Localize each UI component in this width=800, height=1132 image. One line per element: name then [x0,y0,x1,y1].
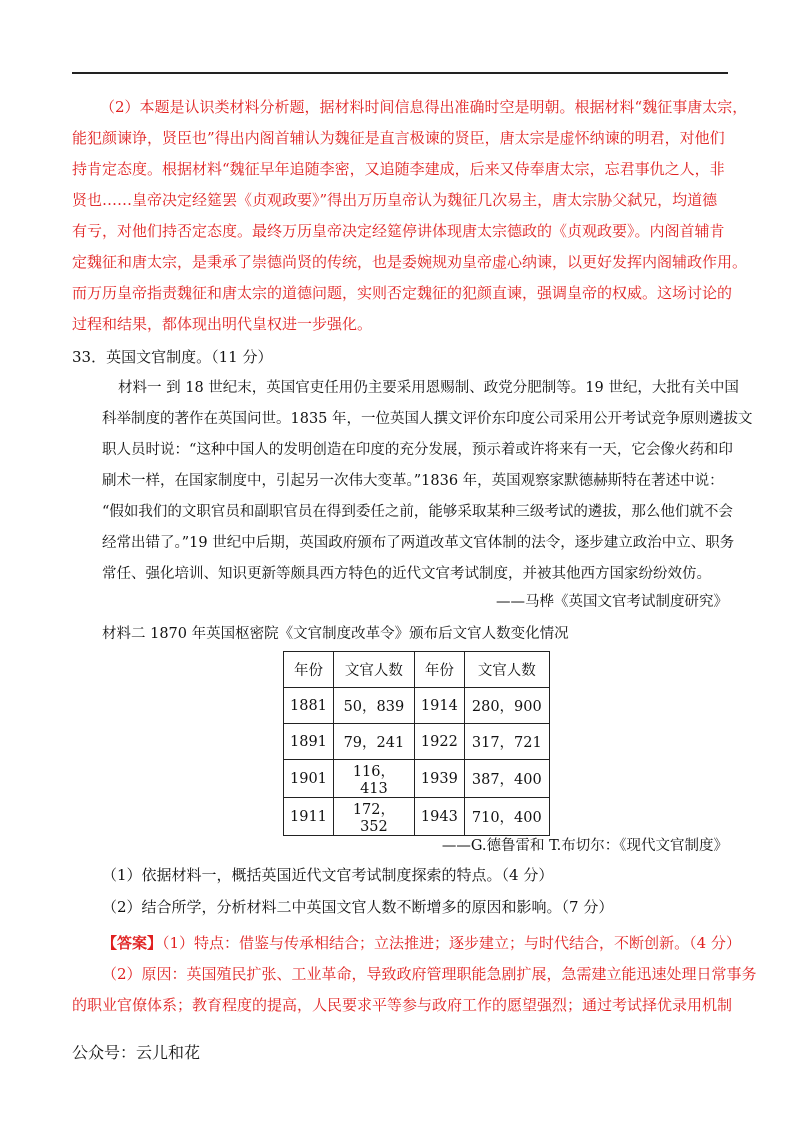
answer-1 [102,928,741,959]
table-header-cell: 年份 [284,652,334,688]
material-2-title: 材料二 1870 年英国枢密院《文官制度改革令》颁布后文官人数变化情况 [102,626,569,642]
sub-question-2: （2）结合所学，分析材料二中英国文官人数不断增多的原因和影响。（7 分） [102,898,614,916]
answer-part2-paragraph [72,92,748,340]
answer-line: 能犯颜谏诤，贤臣也”得出内阁首辅认为魏征是直言极谏的贤臣，唐太宗是虚怀纳谏的明君，对他们 [72,129,725,147]
answer-line: 过程和结果，都体现出明代皇权进一步强化。 [72,315,373,333]
table-cell: 1891 [284,724,334,760]
footer-account: 公众号：云儿和花 [72,1043,201,1062]
table-row [284,724,550,760]
table-cell: 387，400 [464,760,549,798]
table-cell: 710，400 [464,798,549,836]
material-1-line: 常任、强化培训、知识更新等颇具西方特色的近代文官考试制度，并被其他西方国家纷纷效仿。 [102,566,711,582]
table-header-cell: 文官人数 [333,652,414,688]
top-rule [72,72,728,74]
table-cell: 50，839 [333,688,414,724]
material-1-line: 科举制度的著作在英国问世。1835 年，一位英国人撰文评价东印度公司采用公开考试竞争原则遴拔文 [102,411,753,427]
answer-2-line: 的职业官僚体系；教育程度的提高，人民要求平等参与政府工作的愿望强烈；通过考试择优录用机制 [72,996,733,1014]
table-row [284,688,550,724]
table-cell: 1922 [414,724,464,760]
table-cell: 79，241 [333,724,414,760]
table-cell: 116，413 [333,760,414,798]
answer-tag: 【答案】 [102,934,163,952]
table-cell: 172，352 [333,798,414,836]
answer-line: （2）本题是认识类材料分析题，据材料时间信息得出准确时空是明朝。根据材料“魏征事唐太宗， [100,98,748,116]
table-cell: 1881 [284,688,334,724]
material-1-line: 刷术一样，在国家制度中，引起另一次伟大变革。”1836 年，英国观察家默德赫斯特在著述中说： [102,473,724,489]
answer-line: 而万历皇帝指责魏征和唐太宗的道德问题，实则否定魏征的犯颜直谏，强调皇帝的权威。这场讨论的 [72,284,733,302]
table-header-row [284,652,550,688]
answer-line: 贤也……皇帝决定经筵罢《贞观政要》”得出万历皇帝认为魏征几次易主，唐太宗胁父弑兄，均道德 [72,191,718,209]
table-cell: 1914 [414,688,464,724]
question-33-title: 33．英国文官制度。（11 分） [72,348,273,366]
table-row [284,760,550,798]
table-cell: 280，900 [464,688,549,724]
material-1-source: ——马桦《英国文官考试制度研究》 [496,594,728,610]
table-cell: 1943 [414,798,464,836]
material-1 [102,373,753,590]
material-2-source: ——G.德鲁雷和 T.布切尔：《现代文官制度》 [441,838,728,854]
answer-2-line: （2）原因：英国殖民扩张、工业革命，导致政府管理职能急剧扩展，急需建立能迅速处理日常事务 [102,965,757,983]
answer-1-text: （1）特点：借鉴与传承相结合；立法推进；逐步建立；与时代结合，不断创新。（4 分） [162,934,741,952]
table-row [284,798,550,836]
material-1-line: 材料一 到 18 世纪末，英国官吏任用仍主要采用恩赐制、政党分肥制等。19 世纪，大批有关中国 [118,380,739,396]
table-header-cell: 年份 [414,652,464,688]
table-cell: 1901 [284,760,334,798]
answer-line: 持肯定态度。根据材料“魏征早年追随李密，又追随李建成，后来又侍奉唐太宗，忘君事仇之人，非 [72,160,725,178]
table-cell: 317，721 [464,724,549,760]
answer-line: 定魏征和唐太宗，是秉承了崇德尚贤的传统，也是委婉规劝皇帝虚心纳谏，以更好发挥内阁辅政作用。 [72,253,748,271]
material-1-line: 经常出错了。”19 世纪中后期，英国政府颁布了两道改革文官体制的法令，逐步建立政治中立、职务 [102,535,735,551]
answer-2 [72,959,757,1021]
civil-servant-table [283,651,550,836]
material-1-line: 职人员时说：“这种中国人的发明创造在印度的充分发展，预示着或许将来有一天，它会像火药和印 [102,442,733,458]
material-1-line: “假如我们的文职官员和副职官员在得到委任之前，能够采取某种三级考试的遴拔，那么他们就不会 [102,504,733,520]
answer-line: 有亏，对他们持否定态度。最终万历皇帝决定经筵停讲体现唐太宗德政的《贞观政要》。内阁首辅肯 [72,222,725,240]
table-cell: 1911 [284,798,334,836]
table-cell: 1939 [414,760,464,798]
table-header-cell: 文官人数 [464,652,549,688]
sub-question-1: （1）依据材料一，概括英国近代文官考试制度探索的特点。（4 分） [102,866,554,884]
